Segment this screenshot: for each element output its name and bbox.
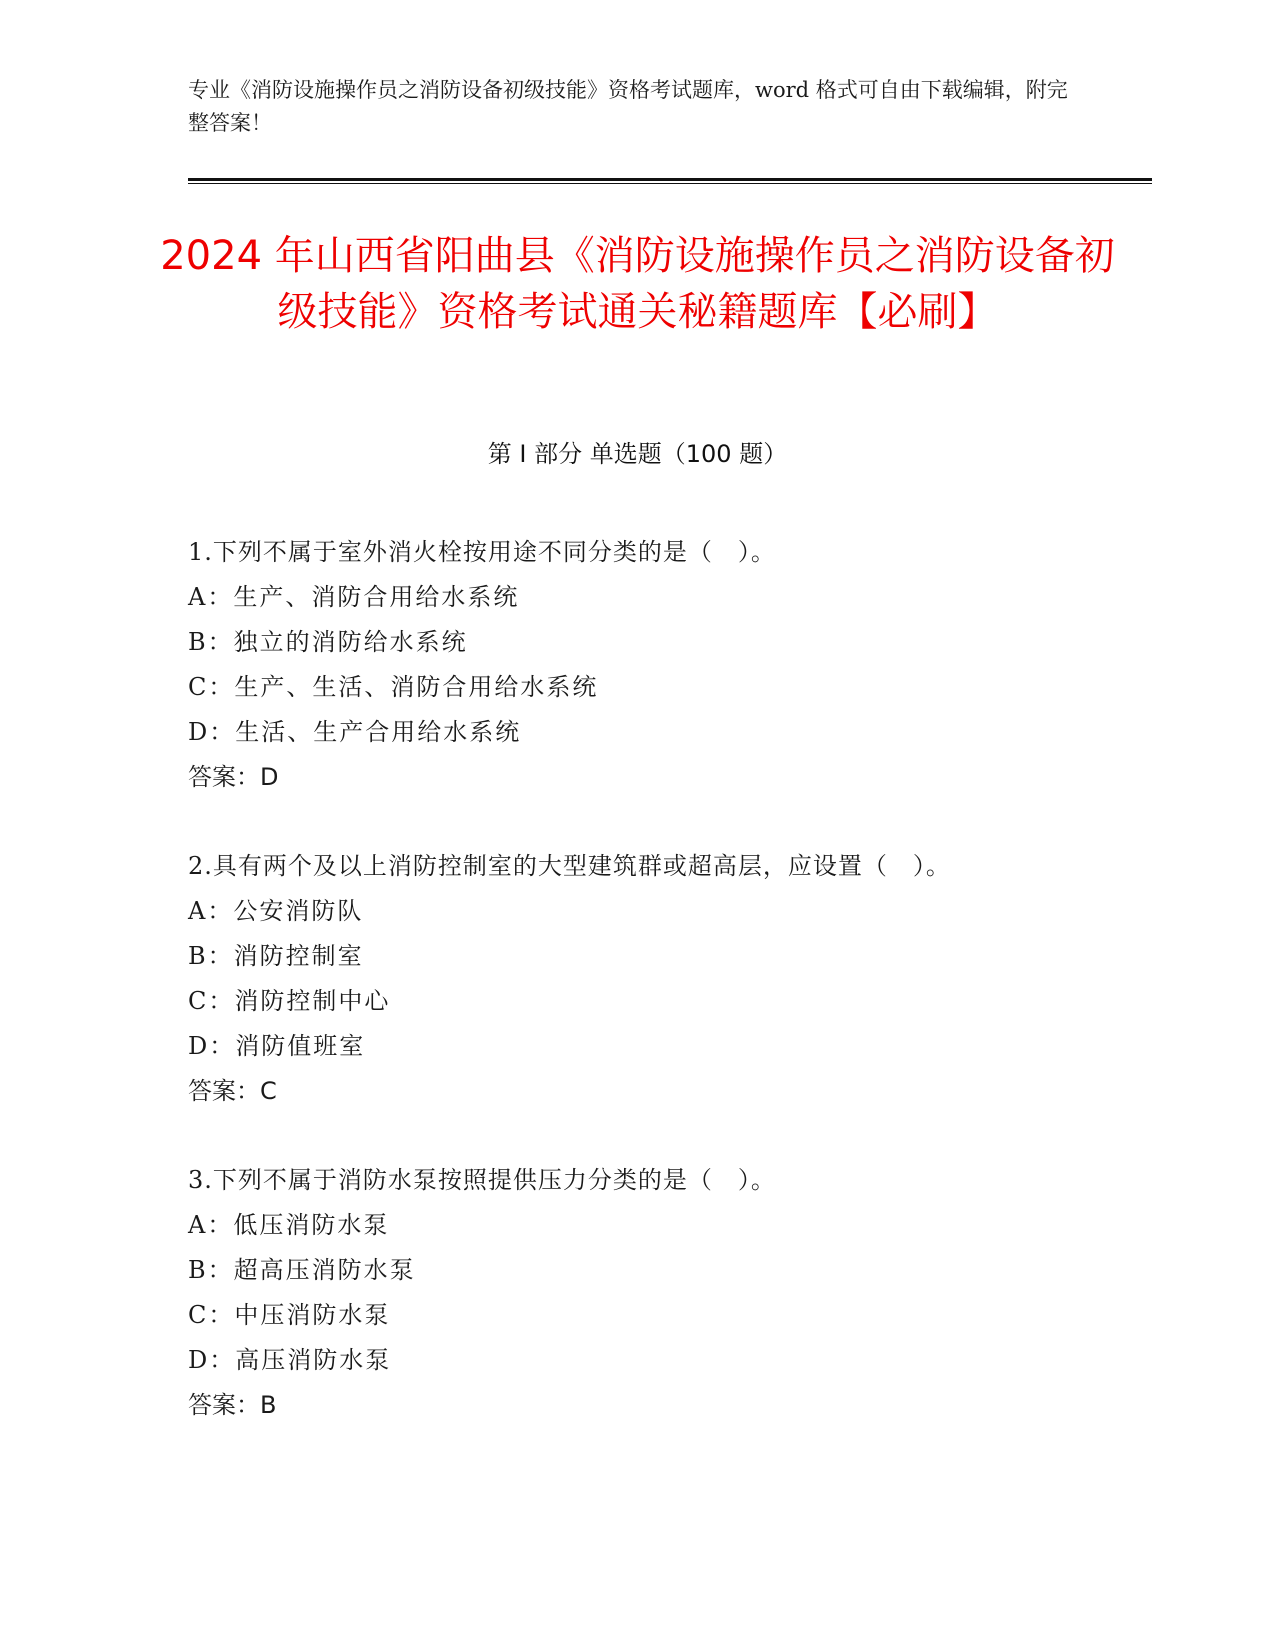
document-title: 2024 年山西省阳曲县《消防设施操作员之消防设备初级技能》资格考试通关秘籍题库【必刷】 xyxy=(160,233,1115,335)
answer: 答案：C xyxy=(188,1077,277,1105)
header-divider xyxy=(188,178,1152,181)
section-heading: 第 I 部分 单选题（100 题） xyxy=(487,440,788,468)
option-a: A：公安消防队 xyxy=(188,897,364,925)
option-b: B：超高压消防水泵 xyxy=(188,1256,416,1284)
answer: 答案：B xyxy=(188,1391,277,1419)
option-d: D：消防值班室 xyxy=(188,1032,366,1060)
header-note: 专业《消防设施操作员之消防设备初级技能》资格考试题库，word 格式可自由下载编辑，附完整答案！ xyxy=(188,78,1068,135)
option-c: C：消防控制中心 xyxy=(188,987,391,1015)
option-d: D：生活、生产合用给水系统 xyxy=(188,718,522,746)
option-c: C：生产、生活、消防合用给水系统 xyxy=(188,673,599,701)
answer: 答案：D xyxy=(188,763,279,791)
question-2 xyxy=(188,844,1068,1114)
option-b: B：独立的消防给水系统 xyxy=(188,628,468,656)
question-list xyxy=(188,530,1068,1472)
header-divider-thin xyxy=(188,183,1152,184)
question-3 xyxy=(188,1158,1068,1428)
question-stem: 3.下列不属于消防水泵按照提供压力分类的是（ ）。 xyxy=(188,1166,776,1194)
option-a: A：低压消防水泵 xyxy=(188,1211,390,1239)
question-stem: 2.具有两个及以上消防控制室的大型建筑群或超高层，应设置（ ）。 xyxy=(188,852,951,880)
question-stem: 1.下列不属于室外消火栓按用途不同分类的是（ ）。 xyxy=(188,538,776,566)
option-c: C：中压消防水泵 xyxy=(188,1301,391,1329)
option-a: A：生产、消防合用给水系统 xyxy=(188,583,520,611)
question-1 xyxy=(188,530,1068,800)
option-b: B：消防控制室 xyxy=(188,942,364,970)
option-d: D：高压消防水泵 xyxy=(188,1346,392,1374)
